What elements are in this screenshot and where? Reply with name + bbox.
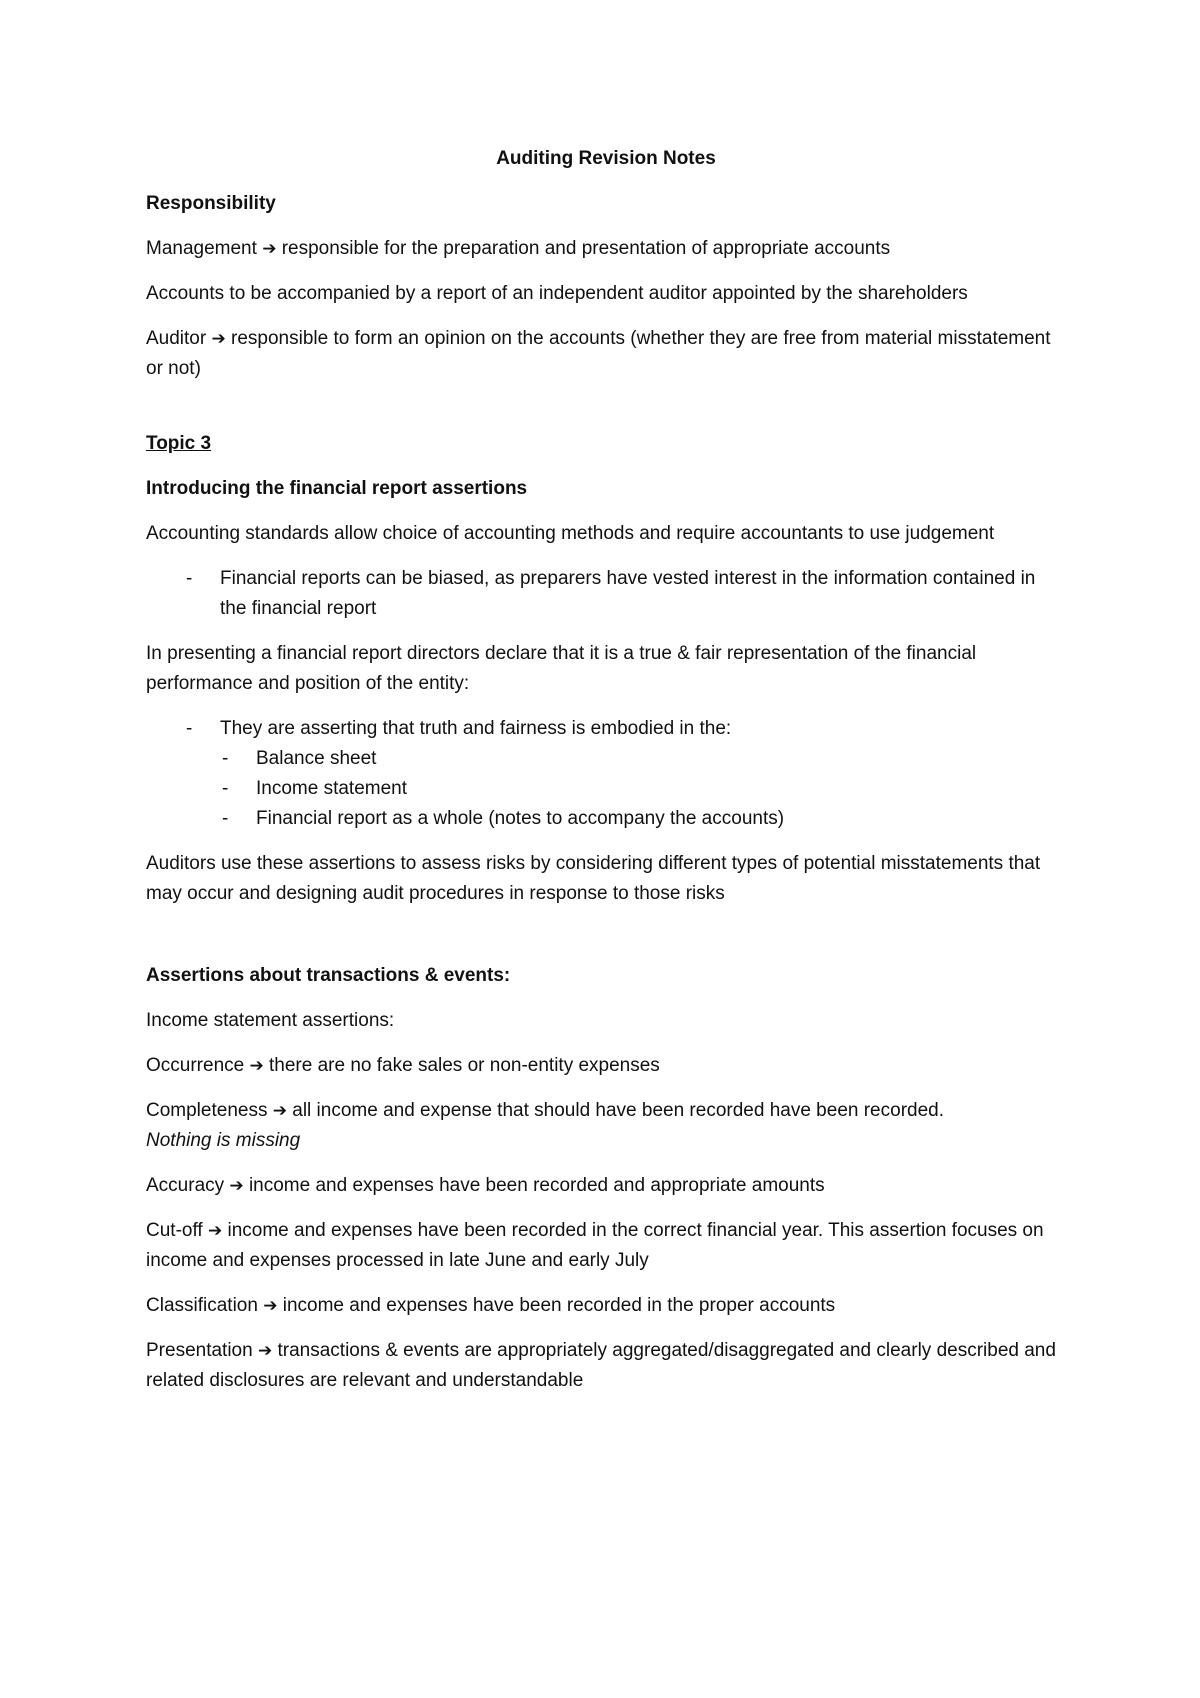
completeness-text: all income and expense that should have been recorded have been recorded. [286, 1100, 944, 1121]
right-arrow-icon: ➔ [257, 1341, 273, 1361]
list-item: - Income statement [220, 774, 1066, 804]
document-body [146, 144, 1066, 1411]
presentation-text: transactions & events are appropriately aggregated/disaggregated and clearly described and related disclosures are relevant and understandable [146, 1340, 1056, 1391]
responsibility-heading: Responsibility [146, 193, 276, 214]
presentation-line [146, 1336, 1066, 1396]
directors-line: In presenting a financial report directors declare that it is a true & fair representation of the financial performance and position of the entity: [146, 643, 977, 694]
list-item: - Balance sheet [220, 744, 1066, 774]
asserting-list [146, 714, 1066, 834]
right-arrow-icon: ➔ [207, 1221, 223, 1241]
classification-term: Classification [146, 1295, 258, 1316]
accuracy-text: income and expenses have been recorded and appropriate amounts [243, 1175, 825, 1196]
management-text: responsible for the preparation and presentation of appropriate accounts [276, 238, 891, 259]
accounts-line: Accounts to be accompanied by a report of an independent auditor appointed by the shareholders [146, 283, 968, 304]
occurrence-term: Occurrence [146, 1055, 245, 1076]
list-item: - Financial report as a whole (notes to accompany the accounts) [220, 804, 1066, 834]
right-arrow-icon: ➔ [211, 329, 226, 349]
classification-line [146, 1291, 1066, 1321]
assertions-heading: Assertions about transactions & events: [146, 965, 511, 986]
right-arrow-icon: ➔ [263, 1296, 278, 1316]
asserting-text: They are asserting that truth and fairness is embodied in the: [220, 718, 732, 739]
auditor-term: Auditor [146, 328, 207, 349]
right-arrow-icon: ➔ [229, 1176, 244, 1196]
sub-list [220, 744, 1066, 834]
classification-text: income and expenses have been recorded in the proper accounts [277, 1295, 836, 1316]
presentation-term: Presentation [146, 1340, 253, 1361]
bias-list [146, 564, 1066, 624]
occurrence-line [146, 1051, 1066, 1081]
right-arrow-icon: ➔ [249, 1056, 264, 1076]
page-title: Auditing Revision Notes [496, 148, 716, 169]
accuracy-term: Accuracy [146, 1175, 225, 1196]
standards-line: Accounting standards allow choice of accounting methods and require accountants to use judgement [146, 523, 995, 544]
auditor-line [146, 324, 1066, 384]
auditor-text: responsible to form an opinion on the accounts (whether they are free from material misstatement or not) [146, 328, 1051, 379]
topic-label: Topic 3 [146, 433, 212, 454]
auditors-line: Auditors use these assertions to assess risks by considering different types of potential misstatements that may occur and designing audit procedures in response to those risks [146, 853, 1041, 904]
occurrence-text: there are no fake sales or non-entity expenses [263, 1055, 660, 1076]
cutoff-term: Cut-off [146, 1220, 203, 1241]
accuracy-line [146, 1171, 1066, 1201]
cutoff-line [146, 1216, 1066, 1276]
list-item [146, 714, 1066, 834]
management-line [146, 234, 1066, 264]
topic-heading: Introducing the financial report assertions [146, 478, 528, 499]
income-heading: Income statement assertions: [146, 1010, 395, 1031]
completeness-note: Nothing is missing [146, 1130, 301, 1151]
completeness-term: Completeness [146, 1100, 268, 1121]
management-term: Management [146, 238, 257, 259]
list-item: - Financial reports can be biased, as preparers have vested interest in the information contained in the financial report [146, 564, 1066, 624]
cutoff-text: income and expenses have been recorded in the correct financial year. This assertion focuses on income and expenses processed in late June and early July [146, 1220, 1044, 1271]
right-arrow-icon: ➔ [272, 1101, 287, 1121]
right-arrow-icon: ➔ [262, 239, 277, 259]
completeness-line [146, 1096, 1066, 1156]
